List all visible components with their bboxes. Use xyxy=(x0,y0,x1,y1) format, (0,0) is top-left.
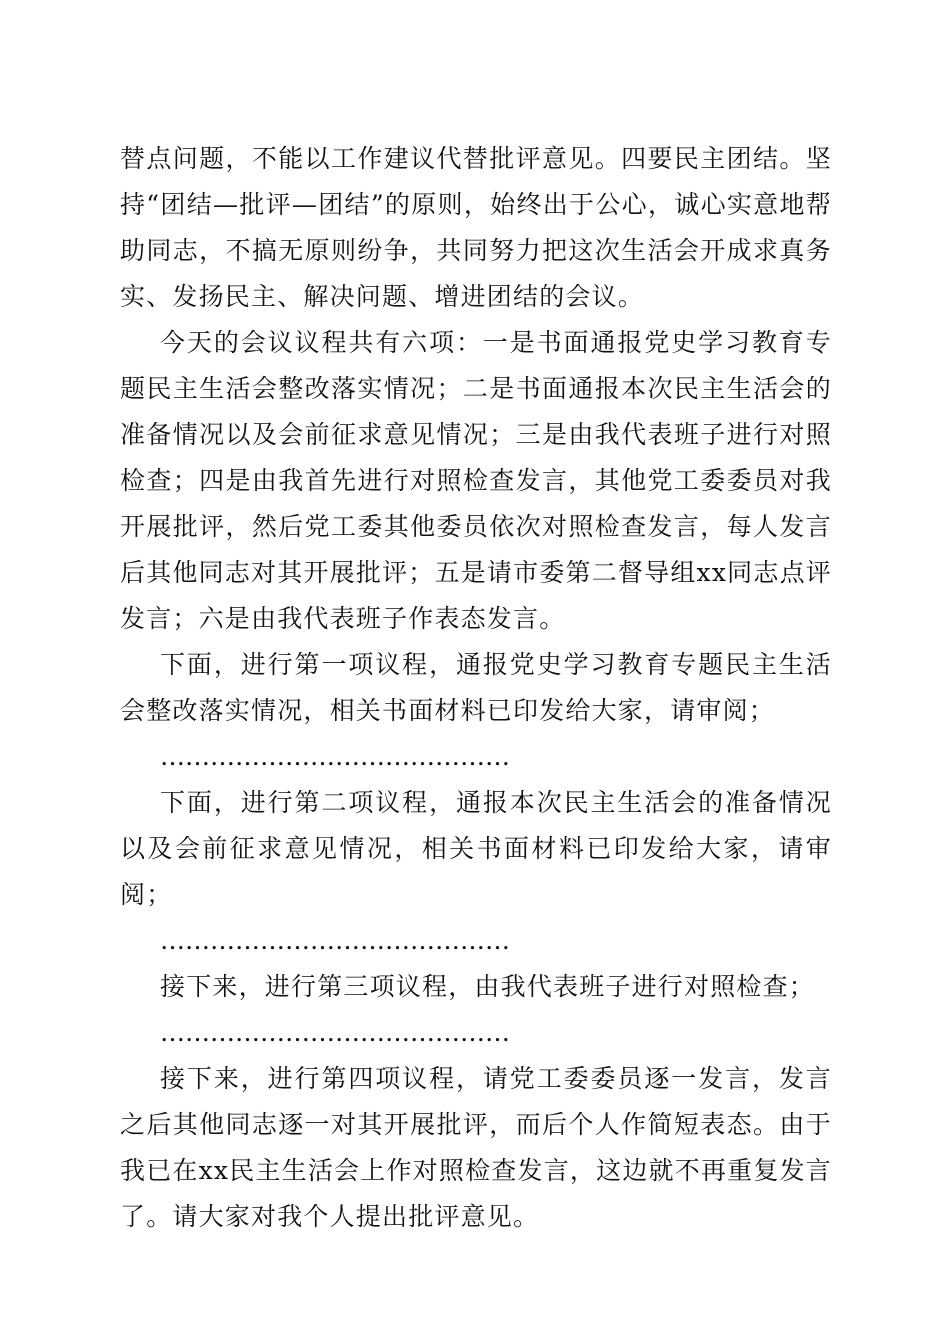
ellipsis-separator-3: …………………………………… xyxy=(160,1018,510,1047)
ellipsis-separator-1: …………………………………… xyxy=(160,742,510,771)
paragraph-agenda-item-1: 下面，进行第一项议程，通报党史学习教育专题民主生活会整改落实情况，相关书面材料已印发给大家，请审阅； xyxy=(120,650,832,725)
paragraph-agenda-item-2: 下面，进行第二项议程，通报本次民主生活会的准备情况以及会前征求意见情况，相关书面材料已印发给大家，请审阅； xyxy=(120,788,832,909)
document-page xyxy=(120,136,832,1240)
paragraph-agenda-overview: 今天的会议议程共有六项：一是书面通报党史学习教育专题民主生活会整改落实情况；二是书面通报本次民主生活会的准备情况以及会前征求意见情况；三是由我代表班子进行对照检查；四是由我首先进行对照检查发言，其他党工委委员对我开展批评，然后党工委其他委员依次对照检查发言，每人发言后其他同志对其开展批评；五是请市委第二督导组xx同志点评发言；六是由我代表班子作表态发言。 xyxy=(120,328,832,633)
paragraph-agenda-item-4: 接下来，进行第四项议程，请党工委委员逐一发言，发言之后其他同志逐一对其开展批评，而后个人作简短表态。由于我已在xx民主生活会上作对照检查发言，这边就不再重复发言了。请大家对我个人提出批评意见。 xyxy=(120,1064,832,1231)
ellipsis-separator-2: …………………………………… xyxy=(160,926,510,955)
paragraph-continuation: 替点问题，不能以工作建议代替批评意见。四要民主团结。坚持“团结—批评—团结”的原则，始终出于公心，诚心实意地帮助同志，不搞无原则纷争，共同努力把这次生活会开成求真务实、发扬民主、解决问题、增进团结的会议。 xyxy=(120,144,832,311)
paragraph-agenda-item-3: 接下来，进行第三项议程，由我代表班子进行对照检查； xyxy=(160,972,816,1001)
